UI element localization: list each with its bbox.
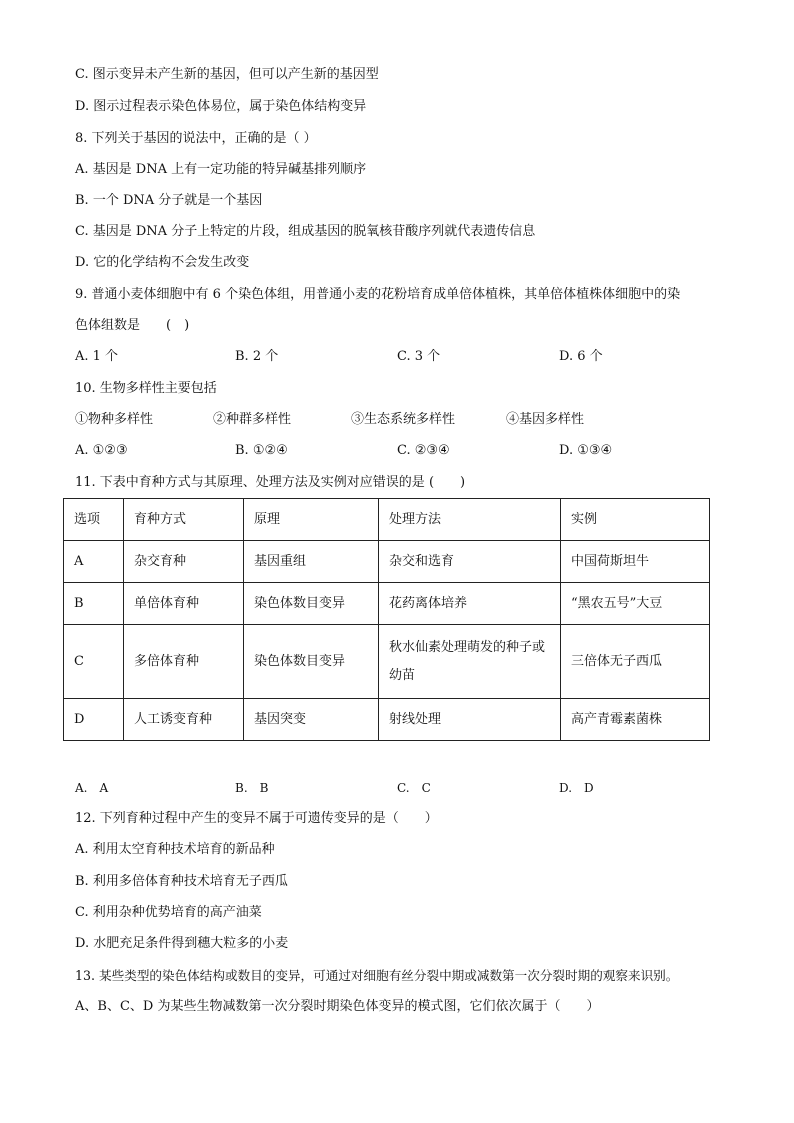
table-header-cell: 处理方法 (379, 499, 561, 541)
question-12-option-a: A. 利用太空育种技术培育的新品种 (75, 842, 275, 857)
question-10-stem: 10. 生物多样性主要包括 (75, 381, 217, 396)
table-cell: 染色体数目变异 (244, 583, 379, 625)
question-12-option-c: C. 利用杂种优势培育的高产油菜 (75, 905, 262, 920)
table-cell: 秋水仙素处理萌发的种子或幼苗 (379, 625, 561, 699)
question-11-option-c: C. C (397, 781, 431, 795)
question-11-option-b: B. B (235, 781, 269, 795)
question-13-stem-line2: A、B、C、D 为某些生物减数第一次分裂时期染色体变异的模式图，它们依次属于（ ） (75, 999, 600, 1014)
question-8-option-c: C. 基因是 DNA 分子上特定的片段，组成基因的脱氧核苷酸序列就代表遗传信息 (75, 224, 536, 239)
table-header-row (64, 499, 710, 541)
table-cell: B (64, 583, 124, 625)
table-cell: D (64, 699, 124, 741)
question-10-item-2: ②种群多样性 (213, 412, 292, 427)
table-header-cell: 实例 (561, 499, 710, 541)
question-12-option-d: D. 水肥充足条件得到穗大粒多的小麦 (75, 936, 289, 951)
question-8-option-a: A. 基因是 DNA 上有一定功能的特异碱基排列顺序 (75, 162, 367, 177)
question-10-option-d: D. ①③④ (559, 443, 613, 458)
question-9-option-d: D. 6 个 (559, 349, 603, 364)
line-q7-option-d: D. 图示过程表示染色体易位，属于染色体结构变异 (75, 99, 367, 114)
question-11-stem: 11. 下表中育种方式与其原理、处理方法及实例对应错误的是 ( ) (75, 475, 466, 490)
table-cell: 基因突变 (244, 699, 379, 741)
table-cell: 杂交育种 (124, 541, 244, 583)
table-cell: 单倍体育种 (124, 583, 244, 625)
table-cell: C (64, 625, 124, 699)
question-9-option-b: B. 2 个 (235, 349, 279, 364)
line-q7-option-c: C. 图示变异未产生新的基因，但可以产生新的基因型 (75, 67, 379, 82)
breeding-methods-table (63, 498, 710, 741)
question-9-option-a: A. 1 个 (75, 349, 119, 364)
question-11-option-d: D. D (559, 781, 594, 795)
question-13-stem-line1: 13. 某些类型的染色体结构或数目的变异，可通过对细胞有丝分裂中期或减数第一次分裂时期的观察来识别。 (75, 968, 679, 983)
table-cell: 染色体数目变异 (244, 625, 379, 699)
question-9-stem-line1: 9. 普通小麦体细胞中有 6 个染色体组，用普通小麦的花粉培育成单倍体植株，其单倍体植株体细胞中的染 (75, 287, 681, 302)
table-row (64, 541, 710, 583)
table-row (64, 583, 710, 625)
table-row (64, 699, 710, 741)
table-cell: 中国荷斯坦牛 (561, 541, 710, 583)
table-header-cell: 选项 (64, 499, 124, 541)
question-8-stem: 8. 下列关于基因的说法中，正确的是（ ） (75, 131, 317, 146)
question-11-option-a: A. A (75, 781, 109, 795)
question-12-stem: 12. 下列育种过程中产生的变异不属于可遗传变异的是（ ） (75, 811, 438, 826)
table-cell: A (64, 541, 124, 583)
table-header-cell: 原理 (244, 499, 379, 541)
question-10-item-4: ④基因多样性 (506, 412, 585, 427)
question-9-option-c: C. 3 个 (397, 349, 441, 364)
table-cell: 杂交和选育 (379, 541, 561, 583)
table-cell: 花药离体培养 (379, 583, 561, 625)
question-12-option-b: B. 利用多倍体育种技术培育无子西瓜 (75, 874, 288, 889)
table-cell: 高产青霉素菌株 (561, 699, 710, 741)
question-10-item-1: ①物种多样性 (75, 412, 154, 427)
table-cell: 基因重组 (244, 541, 379, 583)
table-cell: “黑农五号”大豆 (561, 583, 710, 625)
table-cell: 人工诱变育种 (124, 699, 244, 741)
table-cell: 射线处理 (379, 699, 561, 741)
table-cell: 多倍体育种 (124, 625, 244, 699)
question-10-option-b: B. ①②④ (235, 443, 288, 458)
table-header-cell: 育种方式 (124, 499, 244, 541)
question-10-item-3: ③生态系统多样性 (351, 412, 456, 427)
question-9-stem-line2: 色体组数是 ( ) (75, 318, 190, 333)
table-row (64, 625, 710, 699)
question-8-option-d: D. 它的化学结构不会发生改变 (75, 255, 250, 270)
question-10-option-c: C. ②③④ (397, 443, 450, 458)
table-cell: 三倍体无子西瓜 (561, 625, 710, 699)
question-8-option-b: B. 一个 DNA 分子就是一个基因 (75, 193, 263, 208)
question-10-option-a: A. ①②③ (75, 443, 128, 458)
